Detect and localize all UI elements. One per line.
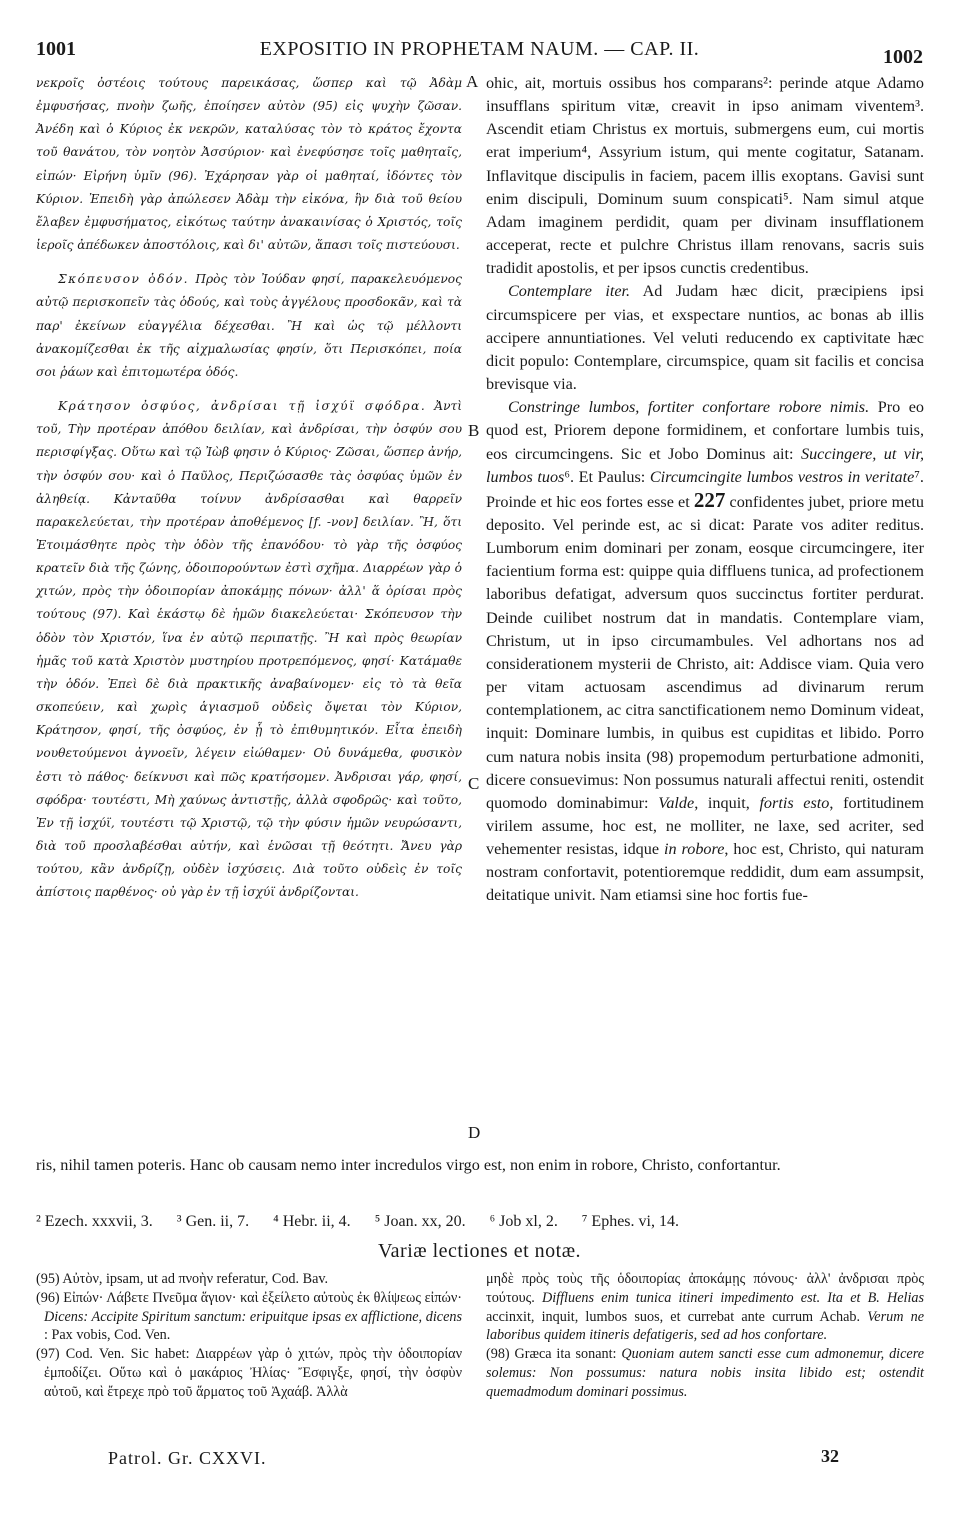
- latin-text-3e: , inquit,: [694, 793, 750, 812]
- variant-96-latin: Dicens: Accipite Spiritum sanctum: eripuitque ipsas ex afflictione, dicens: [44, 1308, 462, 1325]
- variant-97-continued: [486, 1270, 924, 1345]
- greek-paragraph-1: νεκροῖς ὀστέοις τούτους παρεικάσας, ὥσπερ καὶ τῷ Ἀδὰμ ἐμφυσήσας, πνοὴν ζωῆς, ἐποίησεν αὐτὸν (95) εἰς ψυχὴν ζῶσαν. Ἀνέδη καὶ ὁ Κύριος ἐκ νεκρῶν, καταλύσας τὸν τὸ κράτος ἔχοντα τοῦ θανάτου, τὸν νοητὸν Ἀσσύριον· καὶ ἐνεφύσησε τοῖς μαθηταῖς, εἰπών· Εἰρήνη ὑμῖν (96). Ἐχάρησαν γὰρ οἱ μαθηταί, ἰδόντες τὸν Κύριον. Ἐπειδὴ γὰρ ἀπώλεσεν Ἀδὰμ τὴν εἰκόνα, ἣν διὰ τοῦ θείου ἔλαβεν ἐμφυσήματος, εἰκότως ταύτην ἀνακαινίσας ὁ Χριστός, τοῖς ἱεροῖς ἀπέδωκεν ἀποστόλοις, καὶ δι' αὐτῶν, ἅπασι τοῖς πιστεύουσι.: [36, 76, 462, 253]
- margin-marker-b: B: [468, 421, 480, 440]
- latin-quote-5: in robore: [664, 840, 725, 859]
- footnote: ⁶ Job xl, 2.: [489, 1213, 558, 1230]
- footnote: ³ Gen. ii, 7.: [176, 1213, 250, 1230]
- latin-text-3b: ⁶. Et Paulus:: [564, 467, 646, 486]
- greek-text-2: Πρὸς τὸν Ἰούδαν φησί, παρακελευόμενος αὐτῷ περισκοπεῖν τὰς ὁδούς, καὶ τοὺς ἀγγέλους προσδοκᾶν, καὶ τὰ παρ' ἐκείνων εὐαγγέλια δέχεσθαι. Ἢ καὶ ὡς τῷ μέλλοντι ἀνακομίζεσθαι ἐκ τῆς αἰχμαλωσίας φησίν, ὅτι Περισκόπει, ποία σοι ῥάων καὶ ἐπιτομωτέρα ὁδός.: [36, 272, 462, 379]
- left-page-number: 1001: [36, 38, 76, 60]
- latin-lemma-3: Constringe lumbos, fortiter confortare robore nimis.: [508, 398, 870, 417]
- variant-96-tail: : Pax vobis, Cod. Ven.: [44, 1327, 171, 1344]
- variant-note-98: [486, 1345, 924, 1401]
- footnote: ⁷ Ephes. vi, 14.: [581, 1213, 679, 1230]
- footnote: ⁴ Hebr. ii, 4.: [273, 1213, 351, 1230]
- full-width-continuation: ris, nihil tamen poteris. Hanc ob causam nemo inter incredulos virgo est, non enim in robore, Christo, confortantur.: [36, 1156, 781, 1174]
- greek-paragraph-3: [36, 395, 462, 904]
- latin-text-3f: , fortitudinem virilem assume, hoc est, ne molliter, ne laxe, sed acriter, sed vehementer resistas, idque: [486, 793, 925, 859]
- footnotes: [36, 1213, 924, 1231]
- latin-paragraph-2: [486, 280, 924, 396]
- latin-paragraph-3: [486, 396, 924, 907]
- footnote: ² Ezech. xxxvii, 3.: [36, 1213, 153, 1230]
- latin-paragraph-1: ohic, ait, mortuis ossibus hos comparans²: perinde atque Adamo insufflans spiritum vitæ, creavit in ipso animam viventem³. Ascendit etiam Christus ex mortuis, submergens eum, cui mortis erat imperium⁴, Assyrium istum, qui mente cogitatur, Satanam. Inflavitque discipulis in faciem, pacem illis exoptans. Gavisi sunt enim discipuli, Dominum suum conspicati⁵. Nam simul atque Adam imaginem perdidit, quam per divinam insufflationem acceperat, recte et pulchre Christus illam renovans, sacris suis tradidit apostolis, et per ipsos cunctis credentibus.: [486, 74, 924, 278]
- variant-98-label: (98) Græca ita sonant:: [486, 1346, 617, 1363]
- variant-97-greek-tail: μηδὲ πρὸς τοὺς τῆς ὁδοιπορίας ἀποκάμῃς πόνους· ἀλλ' ἀνδρισαι πρὸς τούτους.: [486, 1271, 924, 1306]
- signature-mark: Patrol. Gr. CXXVI.: [108, 1448, 267, 1468]
- variant-note-96: [36, 1289, 462, 1345]
- variant-97-latin-1: Diffluens enim tunica itineri impedimento est. Ita et B. Helias: [541, 1289, 925, 1306]
- column-number: 227: [693, 487, 726, 512]
- margin-marker-a: A: [466, 72, 479, 91]
- latin-lemma-2: Contemplare iter.: [508, 282, 631, 301]
- greek-lemma-3: Κράτησον ὀσφύος, ἀνδρίσαι τῇ ἰσχύϊ σφόδρα.: [58, 399, 427, 414]
- variant-96-greek: (96) Εἰπών· Λάβετε Πνεῦμα ἅγιον· καὶ ἐξείλετο αὐτοὺς ἐκ θλίψεως εἰπών·: [36, 1289, 462, 1306]
- latin-text-3a: Pro eo quod est, Priorem depone formidinem, et confortare lumbis tuis, eos circumcingens. Sic et Jobo Dominus ait:: [486, 398, 925, 463]
- variant-97-text: accinxit, inquit, lumbos suos, et currebat ante currum Achab.: [486, 1308, 861, 1325]
- variant-98-latin: Quoniam autem sancti esse cum admonemur, dicere solemus: Non possumus: natura nobis insita libido est; ostendit quemadmodum dominari possimus.: [486, 1346, 924, 1400]
- page-title: EXPOSITIO IN PROPHETAM NAUM. — CAP. II.: [259, 38, 700, 60]
- latin-quote-3: Valde: [658, 793, 695, 812]
- variant-note-97: (97) Cod. Ven. Sic habet: Διαρρέων γὰρ ὁ χιτών, πρὸς τὴν ὁδοιπορίαν ἐμποδίζει. Οὕτω καὶ ὁ μακάριος Ἠλίας· Ἔσφιγξε, φησί, τὴν ὀσφὺν αὐτοῦ, καὶ ἔτρεχε πρὸ τοῦ ἅρματος τοῦ Ἀχαάβ. Ἀλλὰ: [36, 1346, 462, 1400]
- variae-left-column: [36, 1270, 462, 1402]
- greek-lemma-2: Σκόπευσον ὁδόν.: [58, 272, 190, 287]
- greek-text-3: Ἀντὶ τοῦ, Τὴν προτέραν ἀπόθου δειλίαν, καὶ ἀνδρίσαι, τὴν ὀσφύν σου περισφίγξας. Οὕτω καὶ τῷ Ἰὼβ φησιν ὁ Κύριος· Ζῶσαι, ὥσπερ ἀνήρ, τὴν ὀσφύν σου· καὶ ὁ Παῦλος, Περιζώσασθε τὰς ὀσφύας ὑμῶν ἐν ἀληθείᾳ. Κἀνταῦθα τοίνυν ἀνδρίσασθαι καὶ θαρρεῖν παρακελεύεται, τὴν προτέραν ἀποθέμενος [f. -νον] δειλίαν. Ἢ, ὅτι Ἑτοιμάσθητε πρὸς τὴν ὁδὸν τῆς ἐπανόδου· τὸ γὰρ τῆς ὀσφύος κρατεῖν διὰ τῆς ζώνης, ὁδοιπορούντων ἐστὶ σχῆμα. Διαρρέων γὰρ ὁ χιτών, πρὸς τὴν ὁδοιπορίαν ἀποκάμῃς πόνων· ἀλλ' ἅ ὁρίσαι πρὸς τούτους (97). Καὶ ἑκάστῳ δὲ ἡμῶν διακελεύεται· Σκόπευσον τὴν ὁδὸν τὸν Χριστόν, ἵνα ἐν αὐτῷ περιπατῇς. Ἢ καὶ πρὸς θεωρίαν ἡμᾶς τοῦ κατὰ Χριστὸν μυστηρίου προτρεπόμενος, φησί· Κατάμαθε τὴν ὁδόν. Ἐπεὶ δὲ διὰ πρακτικῆς ἀναβαίνομεν· εἰς τὸ τὰ θεῖα σκοπεύειν, καὶ χωρὶς ἁγιασμοῦ οὐδεὶς ὄψεται τὸν Κύριον, Κράτησον, φησί, τῆς ὀσφύος, ἐν ᾗ τὸ ἐπιθυμητικόν. Εἶτα ἐπειδὴ νουθετούμενοι ἀγνοεῖν, λέγειν εἰώθαμεν· Οὐ δυνάμεθα, φυσικὸν ἐστι τὸ πάθος· δείκνυσι καὶ πῶς κρατήσομεν. Ἀνδρισαι γάρ, φησί, σφόδρα· τουτέστι, Μὴ χαύνως ἀντιστῇς, ἀλλὰ σφοδρῶς· καὶ τοῦτο, Ἐν τῇ ἰσχύϊ, τουτέστι τῷ Χριστῷ, τῷ τὴν φύσιν ἡμῶν νευρώσαντι, διὰ τοῦ προσλαβέσθαι αὐτήν, καὶ ἑνῶσαι τῇ θεότητι. Ἄνευ γὰρ τούτου, κἂν ἀνδρίζῃ, οὐδὲν ἰσχύσεις. Διὰ τοῦτο οὐδεὶς ἐν τοῖς ἀπίστοις παρθένος· οὐ γὰρ ἐν τῇ ἰσχύϊ ἀνδρίζονται.: [36, 399, 462, 900]
- margin-marker-c: C: [468, 774, 480, 793]
- footnote: ⁵ Joan. xx, 20.: [374, 1213, 466, 1230]
- right-page-number: 1002: [883, 46, 923, 68]
- variae-heading: Variæ lectiones et notæ.: [377, 1240, 582, 1262]
- latin-column: [486, 72, 924, 908]
- variae-right-column: [486, 1270, 924, 1402]
- latin-quote-2: Circumcingite lumbos vestros in veritate: [649, 467, 915, 486]
- greek-column: [36, 72, 462, 904]
- latin-text-2: Ad Judam hæc dicit, præcipiens ipsi circumspicere per vias, et exspectare nuntios, ac bonas ab illis accipere annuntiationes. Vel veluti reducendo ex captivitate hæc dicit populo: Contemplare, circumspice, quam sit facilis et concisa brevisque via.: [486, 282, 925, 394]
- latin-quote-4: fortis esto: [759, 793, 830, 812]
- margin-marker-d: D: [468, 1123, 481, 1142]
- latin-text-3d: confidentes jubet, priore metu deposito. Vel perinde est, ac si dicat: Parate vos aditer reditus. Lumborum enim dominari per zonam, eosque circumcingere, iter facientium forma est: quippe quia diffluens tunica, ad profectionem laboribus defatigat, adversum quos succinctus fortiter perdurat. Deinde cuilibet nostrum dat in mandatis. Contemplare viam, Christum, ut in ipso circumambules. Vel adhortans nos ad considerationem mysterii de Christo, ait: Addisce viam. Quia vero per vitam actuosam ascendimus ad divinarum rerum contemplationem, ac citra sanctificationem nemo Dominum videat, inquit: Dominare lumbis, in quibus est cupiditas et libido. Porro cum natura nobis insita (98) propemodum perturbatione admoniti, dicere consuevimus: Non possumus naturali affectui reniti, ostendit quomodo dominabimur:: [486, 492, 924, 812]
- latin-quote-1: Succingere, ut vir, lumbos tuos: [486, 444, 925, 486]
- running-header: [36, 38, 923, 68]
- greek-paragraph-2: [36, 268, 462, 384]
- latin-text-3c: ⁷. Proinde et hic eos fortes esse et: [486, 467, 924, 511]
- latin-text-3g: , hoc est, Christo, qui naturam nostram confortavit, potentioremque reddidit, dum eam assumpsit, deitatique univit. Nam etiamsi sine hoc fortis fue-: [486, 840, 924, 905]
- sheet-number: 32: [821, 1446, 839, 1466]
- variant-note-95: (95) Αὐτὸν, ipsam, ut ad πνοὴν referatur, Cod. Bav.: [36, 1271, 329, 1287]
- variant-97-latin-2: Verum ne laboribus quidem itineris defatigeris, sed ad hos confortare.: [486, 1308, 925, 1344]
